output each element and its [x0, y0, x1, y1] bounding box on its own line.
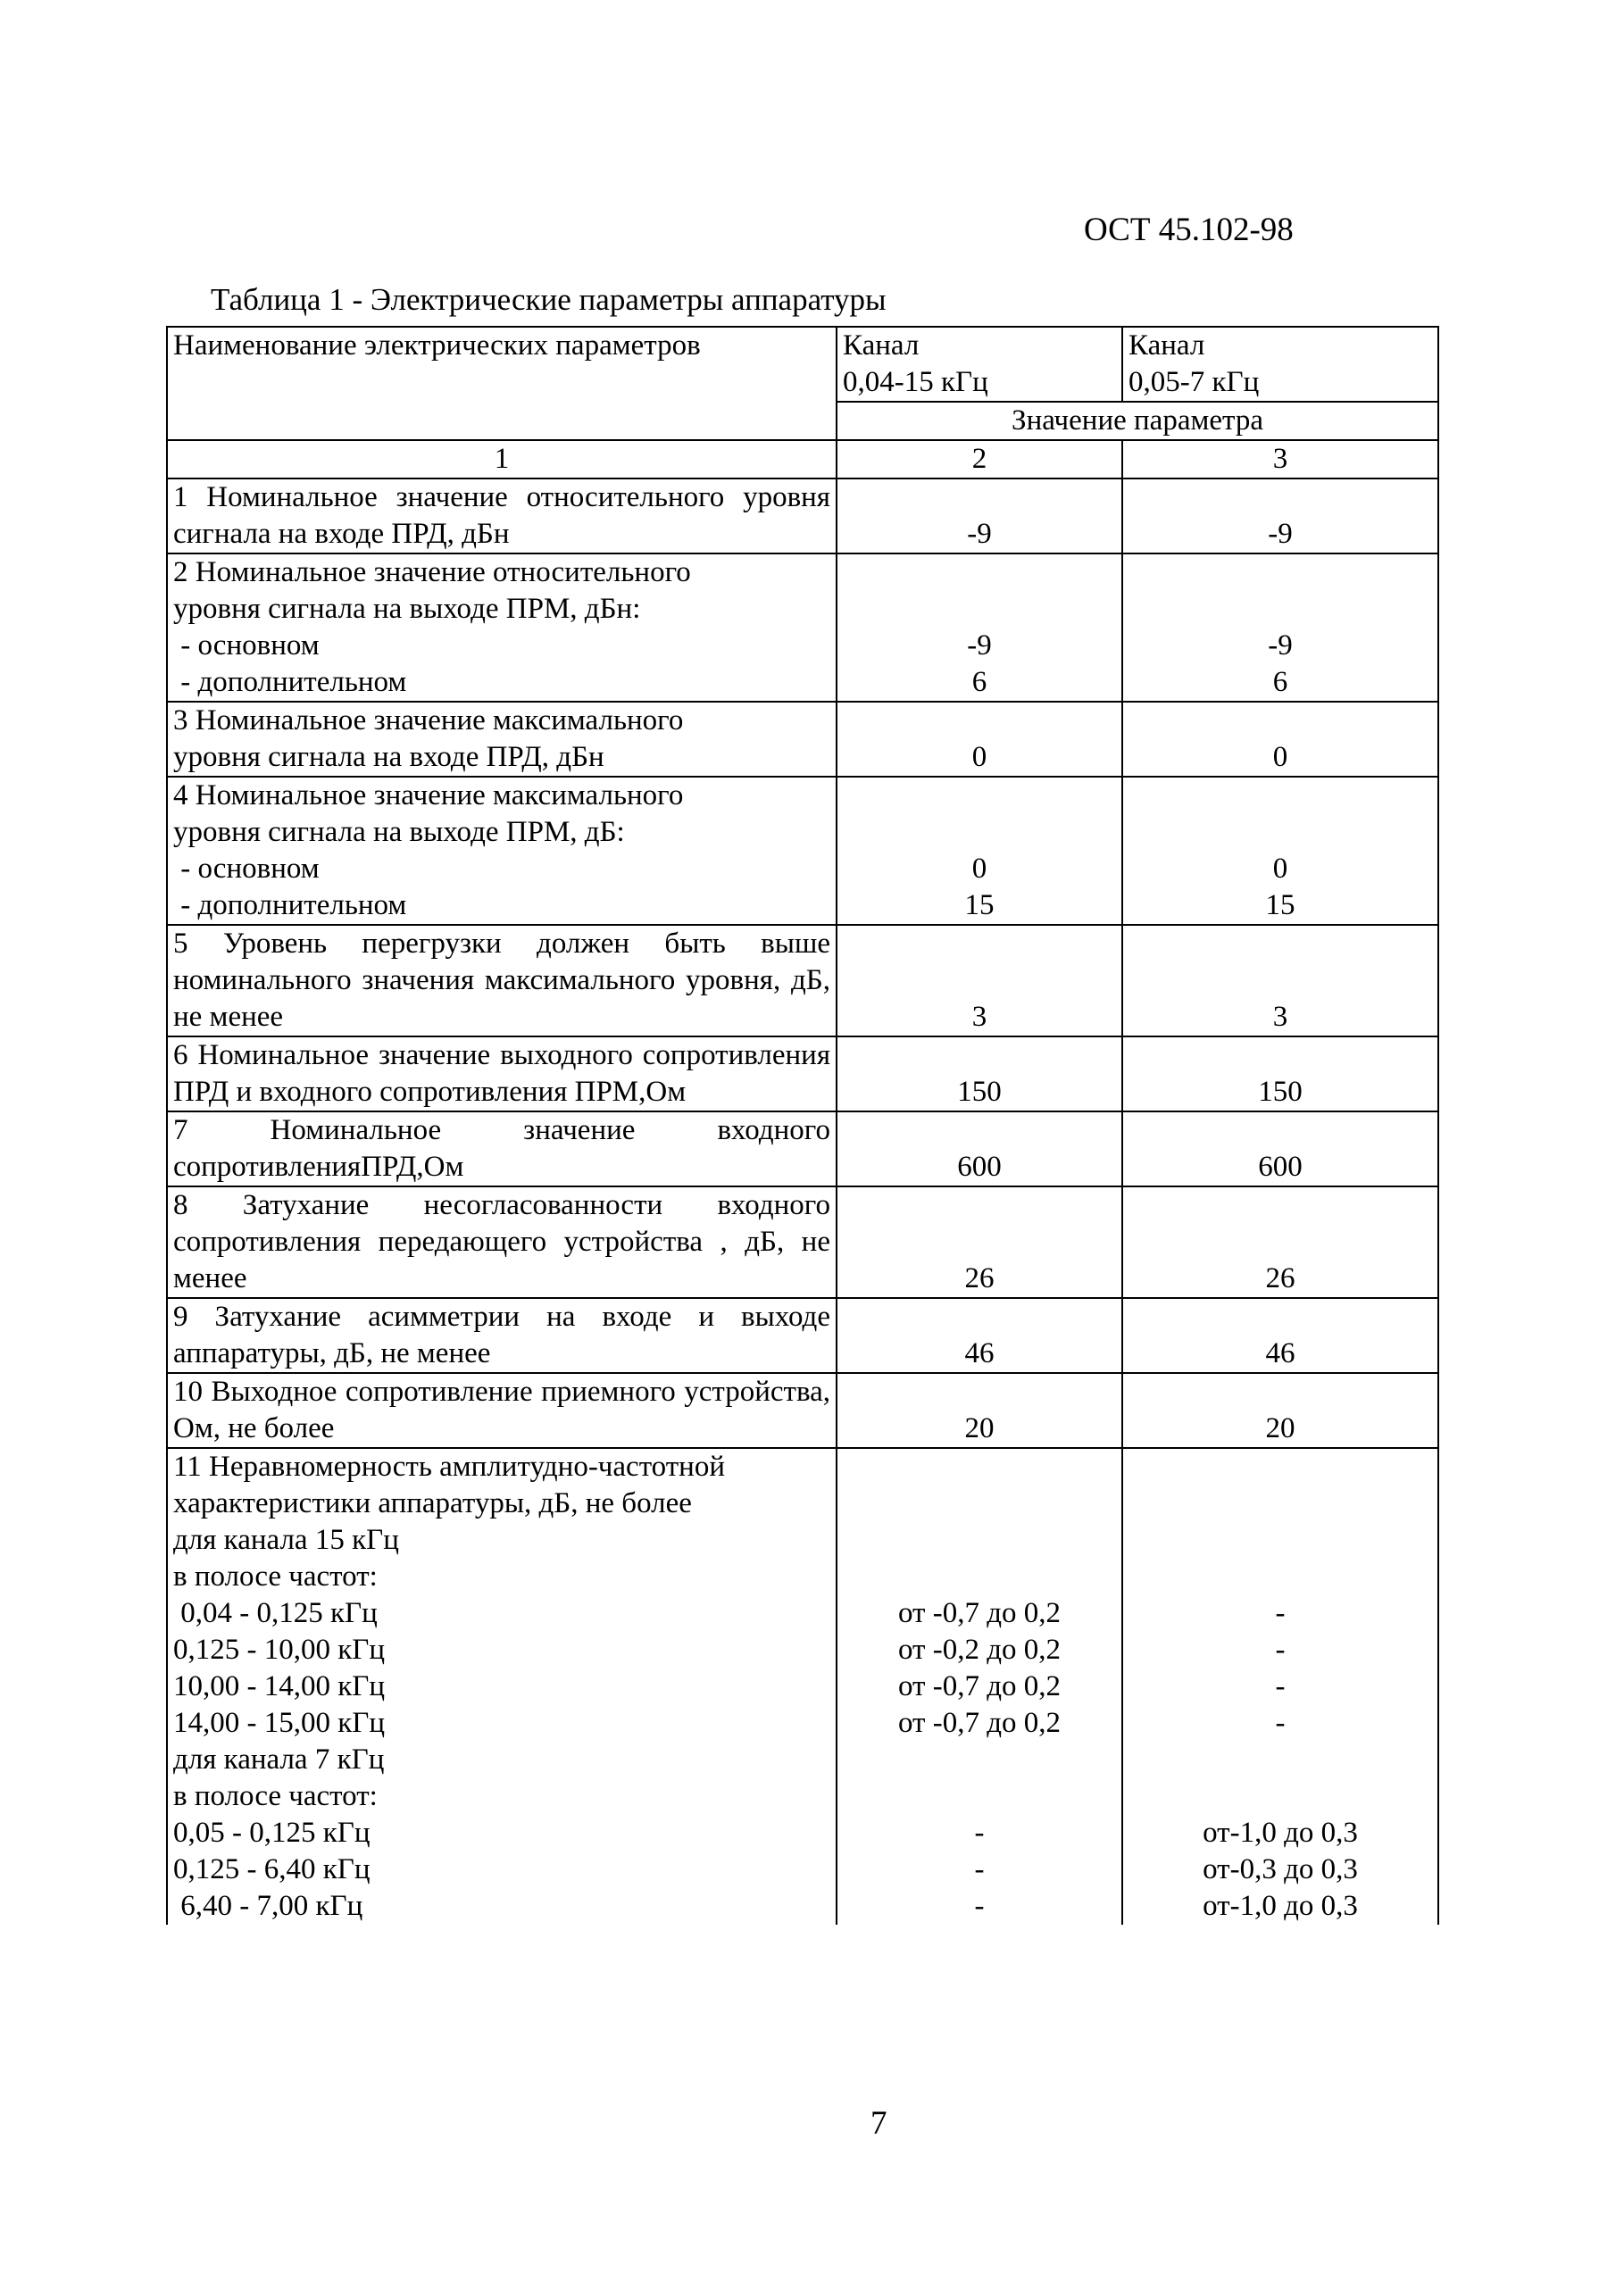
value-line [837, 814, 1121, 851]
value-line: 0 [971, 741, 987, 773]
parameter-name-line: для канала 15 кГц [173, 1524, 399, 1556]
parameter-name-line: в полосе частот: [173, 1780, 378, 1812]
parameter-name [167, 1111, 837, 1186]
parameter-name-line: - дополнительном [173, 889, 407, 921]
table-row [167, 478, 1438, 553]
value-line: 150 [957, 1076, 1002, 1108]
value-line [1123, 1559, 1437, 1595]
parameter-name-text: 1 Номинальное значение относительного уровня сигнала на входе ПРД, дБн [173, 481, 830, 550]
value-line: от-1,0 до 0,3 [1203, 1817, 1358, 1849]
parameter-name-line: 14,00 - 15,00 кГц [173, 1707, 386, 1739]
parameter-name-text: 9 Затухание асимметрии на входе и выходе аппаратуры, дБ, не менее [173, 1301, 830, 1369]
table-caption: Таблица 1 - Электрические параметры аппаратуры [211, 282, 887, 317]
value-line: - [1275, 1634, 1286, 1666]
value-line: 6 [1272, 666, 1288, 698]
parameter-name-line: уровня сигнала на выходе ПРМ, дБ: [173, 816, 625, 848]
header-channel-1-band: 0,04-15 кГц [843, 366, 988, 398]
value-line: -9 [1268, 518, 1293, 550]
value-line: - [1275, 1670, 1286, 1702]
parameter-name-line: 4 Номинальное значение максимального [173, 779, 684, 811]
table-row [167, 1111, 1438, 1186]
value-line: 46 [1265, 1337, 1295, 1369]
value-line [837, 591, 1121, 628]
value-line: 3 [971, 1001, 987, 1033]
parameter-name-line: - основном [173, 853, 320, 885]
value-channel-2 [1122, 925, 1438, 1036]
parameter-name-line: уровня сигнала на входе ПРД, дБн [173, 741, 604, 773]
value-line [837, 1778, 1121, 1815]
parameter-name-text: 10 Выходное сопротивление приемного устройства, Ом, не более [173, 1376, 830, 1444]
value-line [1123, 1485, 1437, 1522]
column-number-row [167, 440, 1438, 478]
value-channel-1 [837, 1373, 1122, 1448]
value-line: - [1275, 1597, 1286, 1629]
header-param-name: Наименование электрических параметров [167, 327, 837, 440]
value-line [1123, 1449, 1437, 1485]
value-channel-2 [1122, 702, 1438, 777]
value-channel-1 [837, 553, 1122, 702]
value-line [837, 1522, 1121, 1559]
parameter-name-line: - дополнительном [173, 666, 407, 698]
value-line: 26 [964, 1262, 995, 1294]
value-channel-1 [837, 1186, 1122, 1298]
value-line: от -0,2 до 0,2 [897, 1634, 1061, 1666]
parameter-name-line: 0,125 - 6,40 кГц [173, 1853, 371, 1885]
parameter-name-line: 0,05 - 0,125 кГц [173, 1817, 371, 1849]
table-row [167, 1448, 1438, 1925]
value-line [1123, 814, 1437, 851]
value-line: -9 [1268, 629, 1293, 662]
value-line: 0 [1272, 741, 1288, 773]
parameter-name-line: 2 Номинальное значение относительного [173, 556, 691, 588]
parameter-name-line: 10,00 - 14,00 кГц [173, 1670, 386, 1702]
parameter-name [167, 1448, 837, 1925]
value-line: 20 [1265, 1412, 1295, 1444]
header-channel-2-line: Канал [1128, 329, 1205, 362]
value-channel-1 [837, 1111, 1122, 1186]
value-line [837, 1485, 1121, 1522]
value-line [1123, 1742, 1437, 1778]
value-line: 600 [1258, 1151, 1303, 1183]
value-channel-2 [1122, 1111, 1438, 1186]
column-number: 3 [1122, 440, 1438, 478]
value-line: - [1275, 1707, 1286, 1739]
value-line: -9 [967, 629, 992, 662]
value-line: 15 [964, 889, 995, 921]
value-line: 6 [971, 666, 987, 698]
value-line: от -0,7 до 0,2 [897, 1707, 1061, 1739]
parameters-table [166, 326, 1439, 1925]
table-row [167, 702, 1438, 777]
value-line [837, 1742, 1121, 1778]
value-channel-2 [1122, 1036, 1438, 1111]
table-row [167, 553, 1438, 702]
value-line [837, 1449, 1121, 1485]
value-line: -9 [967, 518, 992, 550]
parameter-name [167, 777, 837, 925]
value-line [1123, 1522, 1437, 1559]
header-channel-1 [837, 327, 1122, 402]
value-line [1123, 554, 1437, 591]
parameter-name [167, 1186, 837, 1298]
value-channel-2 [1122, 1373, 1438, 1448]
parameter-name [167, 1298, 837, 1373]
parameter-name-line: 6,40 - 7,00 кГц [173, 1890, 363, 1922]
parameter-name-text: 7 Номинальное значение входного сопротивленияПРД,Ом [173, 1114, 830, 1183]
parameter-name-line: уровня сигнала на выходе ПРМ, дБн: [173, 593, 641, 625]
value-line [837, 703, 1121, 739]
page-number: 7 [870, 2105, 887, 2142]
value-channel-1 [837, 702, 1122, 777]
parameter-name-line: характеристики аппаратуры, дБ, не более [173, 1487, 692, 1519]
parameter-name [167, 925, 837, 1036]
header-channel-2 [1122, 327, 1438, 402]
value-channel-2 [1122, 1448, 1438, 1925]
value-line: 150 [1258, 1076, 1303, 1108]
value-channel-2 [1122, 553, 1438, 702]
value-line: - [974, 1890, 985, 1922]
parameter-name [167, 1373, 837, 1448]
parameter-name-line: - основном [173, 629, 320, 662]
value-line: 26 [1265, 1262, 1295, 1294]
value-line: 15 [1265, 889, 1295, 921]
table-row [167, 1373, 1438, 1448]
parameter-name-line: 0,125 - 10,00 кГц [173, 1634, 386, 1666]
value-channel-1 [837, 478, 1122, 553]
value-line: от-0,3 до 0,3 [1203, 1853, 1358, 1885]
parameter-name-text: 6 Номинальное значение выходного сопротивления ПРД и входного сопротивления ПРМ,Ом [173, 1039, 830, 1108]
value-channel-2 [1122, 1186, 1438, 1298]
value-line [1123, 591, 1437, 628]
value-channel-2 [1122, 1298, 1438, 1373]
parameter-name-text: 8 Затухание несогласованности входного сопротивления передающего устройства , дБ, не менее [173, 1189, 830, 1294]
value-line: 0 [1272, 853, 1288, 885]
parameter-name-line: 3 Номинальное значение максимального [173, 704, 684, 736]
table-row [167, 925, 1438, 1036]
table-row [167, 1298, 1438, 1373]
value-line: 600 [957, 1151, 1002, 1183]
table-row [167, 777, 1438, 925]
value-line: 3 [1272, 1001, 1288, 1033]
value-line [837, 1559, 1121, 1595]
header-row [167, 327, 1438, 402]
table-row [167, 1036, 1438, 1111]
header-channel-2-band: 0,05-7 кГц [1128, 366, 1260, 398]
value-line: 20 [964, 1412, 995, 1444]
table-body [167, 327, 1438, 1925]
value-line: от-1,0 до 0,3 [1203, 1890, 1358, 1922]
value-channel-1 [837, 777, 1122, 925]
parameter-name-text: 5 Уровень перегрузки должен быть выше номинального значения максимального уровня, дБ, не менее [173, 928, 830, 1033]
value-channel-2 [1122, 478, 1438, 553]
value-line: - [974, 1817, 985, 1849]
value-channel-1 [837, 1036, 1122, 1111]
column-number: 1 [167, 440, 837, 478]
value-line [1123, 703, 1437, 739]
header-channel-1-line: Канал [843, 329, 920, 362]
value-channel-2 [1122, 777, 1438, 925]
value-line: 46 [964, 1337, 995, 1369]
table-row [167, 1186, 1438, 1298]
value-line: от -0,7 до 0,2 [897, 1670, 1061, 1702]
parameter-name [167, 1036, 837, 1111]
value-channel-1 [837, 1448, 1122, 1925]
parameter-name [167, 702, 837, 777]
parameter-name-line: 0,04 - 0,125 кГц [173, 1597, 378, 1629]
document-code: ОСТ 45.102-98 [1084, 212, 1294, 248]
parameter-name-line: в полосе частот: [173, 1560, 378, 1593]
value-line: от -0,7 до 0,2 [897, 1597, 1061, 1629]
column-number: 2 [837, 440, 1122, 478]
parameter-name [167, 478, 837, 553]
value-line [837, 554, 1121, 591]
header-value-group: Значение параметра [837, 402, 1438, 440]
value-line [837, 778, 1121, 814]
value-channel-1 [837, 1298, 1122, 1373]
parameter-name [167, 553, 837, 702]
parameter-name-line: для канала 7 кГц [173, 1743, 385, 1776]
value-line [1123, 1778, 1437, 1815]
value-line: - [974, 1853, 985, 1885]
value-channel-1 [837, 925, 1122, 1036]
parameter-name-line: 11 Неравномерность амплитудно-частотной [173, 1451, 725, 1483]
value-line: 0 [971, 853, 987, 885]
value-line [1123, 778, 1437, 814]
